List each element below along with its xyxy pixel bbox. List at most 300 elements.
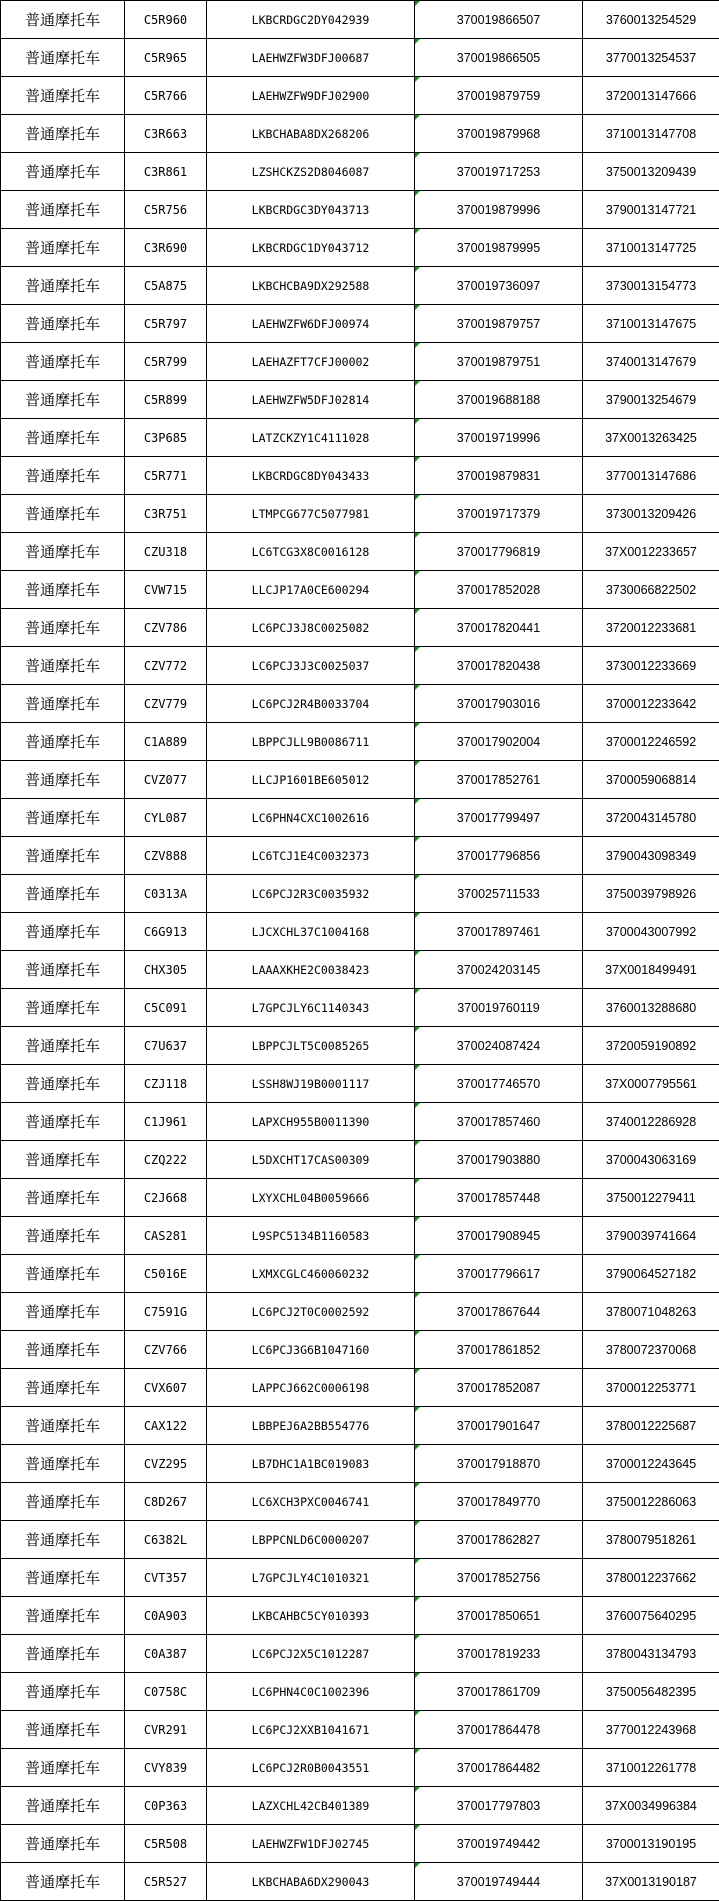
vin-cell: LKBCHABA6DX290043: [207, 1863, 415, 1901]
vehicle-type-cell: 普通摩托车: [1, 1217, 125, 1255]
vehicle-type-cell: 普通摩托车: [1, 609, 125, 647]
table-row: [1, 1255, 719, 1293]
vehicle-type-cell: 普通摩托车: [1, 1369, 125, 1407]
certificate-number-cell: 3770013254537: [583, 39, 719, 77]
vehicle-type-cell: 普通摩托车: [1, 951, 125, 989]
plate-number-cell: C1A889: [125, 723, 207, 761]
vehicle-type-cell: 普通摩托车: [1, 1255, 125, 1293]
vehicle-type-cell: 普通摩托车: [1, 723, 125, 761]
vehicle-type-cell: 普通摩托车: [1, 913, 125, 951]
table-row: [1, 799, 719, 837]
certificate-number-cell: 3780012237662: [583, 1559, 719, 1597]
vehicle-type-cell: 普通摩托车: [1, 989, 125, 1027]
vin-cell: LC6PCJ2R3C0035932: [207, 875, 415, 913]
vehicle-type-cell: 普通摩托车: [1, 1407, 125, 1445]
table-row: [1, 875, 719, 913]
certificate-number-cell: 3790013147721: [583, 191, 719, 229]
record-number-cell: 370017903016: [415, 685, 583, 723]
plate-number-cell: C0758C: [125, 1673, 207, 1711]
record-number-cell: 370017796617: [415, 1255, 583, 1293]
vin-cell: LKBCAHBC5CY010393: [207, 1597, 415, 1635]
plate-number-cell: C1J961: [125, 1103, 207, 1141]
record-number-cell: 370017903880: [415, 1141, 583, 1179]
vin-cell: LAEHWZFW5DFJ02814: [207, 381, 415, 419]
vin-cell: LAPPCJ662C0006198: [207, 1369, 415, 1407]
vin-cell: LLCJP17A0CE600294: [207, 571, 415, 609]
certificate-number-cell: 3740013147679: [583, 343, 719, 381]
table-row: [1, 343, 719, 381]
plate-number-cell: CZV888: [125, 837, 207, 875]
vehicle-type-cell: 普通摩托车: [1, 1331, 125, 1369]
plate-number-cell: C5R756: [125, 191, 207, 229]
vehicle-type-cell: 普通摩托车: [1, 875, 125, 913]
certificate-number-cell: 3750056482395: [583, 1673, 719, 1711]
vehicle-type-cell: 普通摩托车: [1, 495, 125, 533]
plate-number-cell: C5R527: [125, 1863, 207, 1901]
vehicle-type-cell: 普通摩托车: [1, 1179, 125, 1217]
table-row: [1, 1635, 719, 1673]
certificate-number-cell: 3780012225687: [583, 1407, 719, 1445]
table-row: [1, 1027, 719, 1065]
plate-number-cell: CAX122: [125, 1407, 207, 1445]
certificate-number-cell: 3710013147675: [583, 305, 719, 343]
vin-cell: LAEHWZFW1DFJ02745: [207, 1825, 415, 1863]
vin-cell: L7GPCJLY4C1010321: [207, 1559, 415, 1597]
record-number-cell: 370017746570: [415, 1065, 583, 1103]
table-row: [1, 1825, 719, 1863]
plate-number-cell: CZQ222: [125, 1141, 207, 1179]
certificate-number-cell: 3740012286928: [583, 1103, 719, 1141]
vehicle-type-cell: 普通摩托车: [1, 1521, 125, 1559]
record-number-cell: 370017819233: [415, 1635, 583, 1673]
plate-number-cell: C3R861: [125, 153, 207, 191]
certificate-number-cell: 3720059190892: [583, 1027, 719, 1065]
vehicle-type-cell: 普通摩托车: [1, 571, 125, 609]
record-number-cell: 370024087424: [415, 1027, 583, 1065]
certificate-number-cell: 3780072370068: [583, 1331, 719, 1369]
certificate-number-cell: 3730066822502: [583, 571, 719, 609]
certificate-number-cell: 3790043098349: [583, 837, 719, 875]
record-number-cell: 370019866505: [415, 39, 583, 77]
plate-number-cell: C5R508: [125, 1825, 207, 1863]
vin-cell: LLCJP1601BE605012: [207, 761, 415, 799]
vehicle-type-cell: 普通摩托车: [1, 837, 125, 875]
record-number-cell: 370017820438: [415, 647, 583, 685]
record-number-cell: 370017902004: [415, 723, 583, 761]
record-number-cell: 370019688188: [415, 381, 583, 419]
record-number-cell: 370019879968: [415, 115, 583, 153]
table-row: [1, 77, 719, 115]
vin-cell: LKBCRDGC2DY042939: [207, 1, 415, 39]
vehicle-type-cell: 普通摩托车: [1, 1065, 125, 1103]
vehicle-type-cell: 普通摩托车: [1, 1635, 125, 1673]
vehicle-type-cell: 普通摩托车: [1, 1103, 125, 1141]
table-row: [1, 533, 719, 571]
vin-cell: LKBCRDGC8DY043433: [207, 457, 415, 495]
table-row: [1, 1179, 719, 1217]
table-row: [1, 1521, 719, 1559]
certificate-number-cell: 3710013147708: [583, 115, 719, 153]
vehicle-type-cell: 普通摩托车: [1, 1825, 125, 1863]
vehicle-type-cell: 普通摩托车: [1, 761, 125, 799]
table-row: [1, 1559, 719, 1597]
vehicle-type-cell: 普通摩托车: [1, 647, 125, 685]
vehicle-type-cell: 普通摩托车: [1, 77, 125, 115]
plate-number-cell: CVZ077: [125, 761, 207, 799]
record-number-cell: 370017852761: [415, 761, 583, 799]
plate-number-cell: C3R663: [125, 115, 207, 153]
table-row: [1, 1863, 719, 1901]
vehicle-type-cell: 普通摩托车: [1, 115, 125, 153]
vin-cell: LC6PHN4CXC1002616: [207, 799, 415, 837]
vin-cell: LATZCKZY1C4111028: [207, 419, 415, 457]
record-number-cell: 370019719996: [415, 419, 583, 457]
plate-number-cell: CVY839: [125, 1749, 207, 1787]
certificate-number-cell: 3730012233669: [583, 647, 719, 685]
plate-number-cell: CZU318: [125, 533, 207, 571]
table-row: [1, 723, 719, 761]
plate-number-cell: C5016E: [125, 1255, 207, 1293]
table-row: [1, 381, 719, 419]
vin-cell: LSSH8WJ19B0001117: [207, 1065, 415, 1103]
certificate-number-cell: 37X0007795561: [583, 1065, 719, 1103]
vehicle-type-cell: 普通摩托车: [1, 1863, 125, 1901]
plate-number-cell: C0P363: [125, 1787, 207, 1825]
record-number-cell: 370019879757: [415, 305, 583, 343]
table-row: [1, 647, 719, 685]
plate-number-cell: CZV786: [125, 609, 207, 647]
record-number-cell: 370017857460: [415, 1103, 583, 1141]
table-row: [1, 1103, 719, 1141]
vin-cell: LAZXCHL42CB401389: [207, 1787, 415, 1825]
vin-cell: LC6PCJ2T0C0002592: [207, 1293, 415, 1331]
certificate-number-cell: 3780071048263: [583, 1293, 719, 1331]
certificate-number-cell: 37X0012233657: [583, 533, 719, 571]
certificate-number-cell: 3760013288680: [583, 989, 719, 1027]
certificate-number-cell: 3730013209426: [583, 495, 719, 533]
vehicle-type-cell: 普通摩托车: [1, 1293, 125, 1331]
table-row: [1, 267, 719, 305]
plate-number-cell: CZJ118: [125, 1065, 207, 1103]
plate-number-cell: C7591G: [125, 1293, 207, 1331]
plate-number-cell: C5R965: [125, 39, 207, 77]
vin-cell: LAEHAZFT7CFJ00002: [207, 343, 415, 381]
certificate-number-cell: 3720043145780: [583, 799, 719, 837]
vin-cell: LC6PHN4C0C1002396: [207, 1673, 415, 1711]
certificate-number-cell: 37X0018499491: [583, 951, 719, 989]
record-number-cell: 370019879996: [415, 191, 583, 229]
table-row: [1, 1711, 719, 1749]
table-row: [1, 837, 719, 875]
certificate-number-cell: 3790064527182: [583, 1255, 719, 1293]
table-row: [1, 1141, 719, 1179]
table-row: [1, 685, 719, 723]
plate-number-cell: CVX607: [125, 1369, 207, 1407]
record-number-cell: 370017864478: [415, 1711, 583, 1749]
record-number-cell: 370017861852: [415, 1331, 583, 1369]
record-number-cell: 370017864482: [415, 1749, 583, 1787]
record-number-cell: 370017852087: [415, 1369, 583, 1407]
vehicle-type-cell: 普通摩托车: [1, 1, 125, 39]
plate-number-cell: C0A903: [125, 1597, 207, 1635]
table-row: [1, 761, 719, 799]
vin-cell: LKBCHCBA9DX292588: [207, 267, 415, 305]
record-number-cell: 370017852028: [415, 571, 583, 609]
certificate-number-cell: 3700043007992: [583, 913, 719, 951]
plate-number-cell: C5R797: [125, 305, 207, 343]
plate-number-cell: C5R771: [125, 457, 207, 495]
table-row: [1, 1065, 719, 1103]
plate-number-cell: C5R960: [125, 1, 207, 39]
table-row: [1, 39, 719, 77]
plate-number-cell: C0313A: [125, 875, 207, 913]
vin-cell: LB7DHC1A1BC019083: [207, 1445, 415, 1483]
certificate-number-cell: 3700012243645: [583, 1445, 719, 1483]
plate-number-cell: C5C091: [125, 989, 207, 1027]
certificate-number-cell: 3790013254679: [583, 381, 719, 419]
plate-number-cell: C8D267: [125, 1483, 207, 1521]
certificate-number-cell: 3770012243968: [583, 1711, 719, 1749]
table-row: [1, 609, 719, 647]
table-row: [1, 457, 719, 495]
certificate-number-cell: 3720012233681: [583, 609, 719, 647]
table-row: [1, 419, 719, 457]
plate-number-cell: C7U637: [125, 1027, 207, 1065]
certificate-number-cell: 37X0013190187: [583, 1863, 719, 1901]
plate-number-cell: C6G913: [125, 913, 207, 951]
vin-cell: LAPXCH955B0011390: [207, 1103, 415, 1141]
plate-number-cell: C6382L: [125, 1521, 207, 1559]
vin-cell: LKBCRDGC3DY043713: [207, 191, 415, 229]
record-number-cell: 370017897461: [415, 913, 583, 951]
table-row: [1, 571, 719, 609]
vehicle-type-cell: 普通摩托车: [1, 1673, 125, 1711]
vehicle-type-cell: 普通摩托车: [1, 533, 125, 571]
certificate-number-cell: 3700012233642: [583, 685, 719, 723]
vehicle-type-cell: 普通摩托车: [1, 153, 125, 191]
record-number-cell: 370017820441: [415, 609, 583, 647]
table-row: [1, 495, 719, 533]
vehicle-type-cell: 普通摩托车: [1, 799, 125, 837]
table-row: [1, 1483, 719, 1521]
table-row: [1, 1749, 719, 1787]
plate-number-cell: C5R799: [125, 343, 207, 381]
record-number-cell: 370019717253: [415, 153, 583, 191]
record-number-cell: 370017861709: [415, 1673, 583, 1711]
vehicle-type-cell: 普通摩托车: [1, 39, 125, 77]
vin-cell: LAEHWZFW3DFJ00687: [207, 39, 415, 77]
vin-cell: LC6PCJ3G6B1047160: [207, 1331, 415, 1369]
plate-number-cell: CYL087: [125, 799, 207, 837]
vin-cell: LBPPCJLT5C0085265: [207, 1027, 415, 1065]
table-row: [1, 1407, 719, 1445]
plate-number-cell: C3P685: [125, 419, 207, 457]
vehicle-type-cell: 普通摩托车: [1, 381, 125, 419]
certificate-number-cell: 3700059068814: [583, 761, 719, 799]
plate-number-cell: C5A875: [125, 267, 207, 305]
plate-number-cell: CVZ295: [125, 1445, 207, 1483]
record-number-cell: 370017867644: [415, 1293, 583, 1331]
certificate-number-cell: 3710013147725: [583, 229, 719, 267]
vin-cell: L7GPCJLY6C1140343: [207, 989, 415, 1027]
table-row: [1, 191, 719, 229]
record-number-cell: 370017796819: [415, 533, 583, 571]
vin-cell: LAAAXKHE2C0038423: [207, 951, 415, 989]
record-number-cell: 370017849770: [415, 1483, 583, 1521]
vin-cell: LAEHWZFW9DFJ02900: [207, 77, 415, 115]
plate-number-cell: CAS281: [125, 1217, 207, 1255]
record-number-cell: 370017901647: [415, 1407, 583, 1445]
record-number-cell: 370017857448: [415, 1179, 583, 1217]
vehicle-type-cell: 普通摩托车: [1, 229, 125, 267]
record-number-cell: 370019879759: [415, 77, 583, 115]
record-number-cell: 370019749444: [415, 1863, 583, 1901]
vin-cell: LBBPEJ6A2BB554776: [207, 1407, 415, 1445]
plate-number-cell: C3R690: [125, 229, 207, 267]
record-number-cell: 370019879995: [415, 229, 583, 267]
certificate-number-cell: 3700012246592: [583, 723, 719, 761]
vin-cell: LBPPCJLL9B0086711: [207, 723, 415, 761]
vehicle-type-cell: 普通摩托车: [1, 419, 125, 457]
plate-number-cell: CHX305: [125, 951, 207, 989]
vehicle-type-cell: 普通摩托车: [1, 685, 125, 723]
record-number-cell: 370019866507: [415, 1, 583, 39]
table-row: [1, 1369, 719, 1407]
record-number-cell: 370017796856: [415, 837, 583, 875]
vin-cell: LC6PCJ2R0B0043551: [207, 1749, 415, 1787]
certificate-number-cell: 3700013190195: [583, 1825, 719, 1863]
record-number-cell: 370017799497: [415, 799, 583, 837]
record-number-cell: 370019717379: [415, 495, 583, 533]
vin-cell: LC6PCJ3J3C0025037: [207, 647, 415, 685]
vin-cell: LC6TCG3X8C0016128: [207, 533, 415, 571]
plate-number-cell: C5R899: [125, 381, 207, 419]
table-row: [1, 305, 719, 343]
vin-cell: LC6XCH3PXC0046741: [207, 1483, 415, 1521]
certificate-number-cell: 37X0034996384: [583, 1787, 719, 1825]
record-number-cell: 370019749442: [415, 1825, 583, 1863]
vehicle-type-cell: 普通摩托车: [1, 305, 125, 343]
table-row: [1, 153, 719, 191]
certificate-number-cell: 3780043134793: [583, 1635, 719, 1673]
vehicle-type-cell: 普通摩托车: [1, 1483, 125, 1521]
certificate-number-cell: 3780079518261: [583, 1521, 719, 1559]
vin-cell: L9SPC5134B1160583: [207, 1217, 415, 1255]
table-row: [1, 229, 719, 267]
table-row: [1, 1787, 719, 1825]
plate-number-cell: C0A387: [125, 1635, 207, 1673]
vin-cell: L5DXCHT17CAS00309: [207, 1141, 415, 1179]
record-number-cell: 370024203145: [415, 951, 583, 989]
vin-cell: LC6PCJ2XXB1041671: [207, 1711, 415, 1749]
table-row: [1, 1597, 719, 1635]
record-number-cell: 370017908945: [415, 1217, 583, 1255]
table-row: [1, 1293, 719, 1331]
vehicle-type-cell: 普通摩托车: [1, 191, 125, 229]
plate-number-cell: CZV772: [125, 647, 207, 685]
vin-cell: LTMPCG677C5077981: [207, 495, 415, 533]
vehicle-type-cell: 普通摩托车: [1, 343, 125, 381]
vin-cell: LAEHWZFW6DFJ00974: [207, 305, 415, 343]
vin-cell: LC6PCJ2X5C1012287: [207, 1635, 415, 1673]
record-number-cell: 370017862827: [415, 1521, 583, 1559]
vehicle-type-cell: 普通摩托车: [1, 457, 125, 495]
record-number-cell: 370019736097: [415, 267, 583, 305]
vin-cell: LXMXCGLC460060232: [207, 1255, 415, 1293]
certificate-number-cell: 3770013147686: [583, 457, 719, 495]
certificate-number-cell: 3710012261778: [583, 1749, 719, 1787]
record-number-cell: 370017918870: [415, 1445, 583, 1483]
vehicle-type-cell: 普通摩托车: [1, 1027, 125, 1065]
vin-cell: LKBCHABA8DX268206: [207, 115, 415, 153]
record-number-cell: 370019879831: [415, 457, 583, 495]
table-row: [1, 913, 719, 951]
certificate-number-cell: 3700012253771: [583, 1369, 719, 1407]
vehicle-type-cell: 普通摩托车: [1, 1597, 125, 1635]
record-number-cell: 370025711533: [415, 875, 583, 913]
vin-cell: LBPPCNLD6C0000207: [207, 1521, 415, 1559]
certificate-number-cell: 3760075640295: [583, 1597, 719, 1635]
table-row: [1, 1, 719, 39]
certificate-number-cell: 3750013209439: [583, 153, 719, 191]
vehicle-type-cell: 普通摩托车: [1, 1749, 125, 1787]
vin-cell: LC6PCJ3J8C0025082: [207, 609, 415, 647]
vin-cell: LKBCRDGC1DY043712: [207, 229, 415, 267]
vin-cell: LC6PCJ2R4B0033704: [207, 685, 415, 723]
certificate-number-cell: 3790039741664: [583, 1217, 719, 1255]
vehicle-type-cell: 普通摩托车: [1, 267, 125, 305]
plate-number-cell: CVT357: [125, 1559, 207, 1597]
plate-number-cell: C2J668: [125, 1179, 207, 1217]
vin-cell: LC6TCJ1E4C0032373: [207, 837, 415, 875]
vehicle-type-cell: 普通摩托车: [1, 1559, 125, 1597]
table-body: [1, 1, 719, 1901]
vin-cell: LXYXCHL04B0059666: [207, 1179, 415, 1217]
table-row: [1, 1217, 719, 1255]
plate-number-cell: CZV779: [125, 685, 207, 723]
certificate-number-cell: 3750012286063: [583, 1483, 719, 1521]
plate-number-cell: C3R751: [125, 495, 207, 533]
certificate-number-cell: 3700043063169: [583, 1141, 719, 1179]
certificate-number-cell: 3730013154773: [583, 267, 719, 305]
plate-number-cell: CVR291: [125, 1711, 207, 1749]
record-number-cell: 370019760119: [415, 989, 583, 1027]
certificate-number-cell: 3750039798926: [583, 875, 719, 913]
record-number-cell: 370017852756: [415, 1559, 583, 1597]
vin-cell: LJCXCHL37C1004168: [207, 913, 415, 951]
record-number-cell: 370019879751: [415, 343, 583, 381]
vehicle-type-cell: 普通摩托车: [1, 1711, 125, 1749]
vehicle-type-cell: 普通摩托车: [1, 1445, 125, 1483]
record-number-cell: 370017797803: [415, 1787, 583, 1825]
table-row: [1, 1445, 719, 1483]
record-number-cell: 370017850651: [415, 1597, 583, 1635]
certificate-number-cell: 3720013147666: [583, 77, 719, 115]
vin-cell: LZSHCKZS2D8046087: [207, 153, 415, 191]
plate-number-cell: CZV766: [125, 1331, 207, 1369]
table-row: [1, 115, 719, 153]
vehicle-type-cell: 普通摩托车: [1, 1787, 125, 1825]
plate-number-cell: C5R766: [125, 77, 207, 115]
plate-number-cell: CVW715: [125, 571, 207, 609]
certificate-number-cell: 3750012279411: [583, 1179, 719, 1217]
table-row: [1, 951, 719, 989]
table-row: [1, 1331, 719, 1369]
table-row: [1, 989, 719, 1027]
certificate-number-cell: 37X0013263425: [583, 419, 719, 457]
table-row: [1, 1673, 719, 1711]
certificate-number-cell: 3760013254529: [583, 1, 719, 39]
